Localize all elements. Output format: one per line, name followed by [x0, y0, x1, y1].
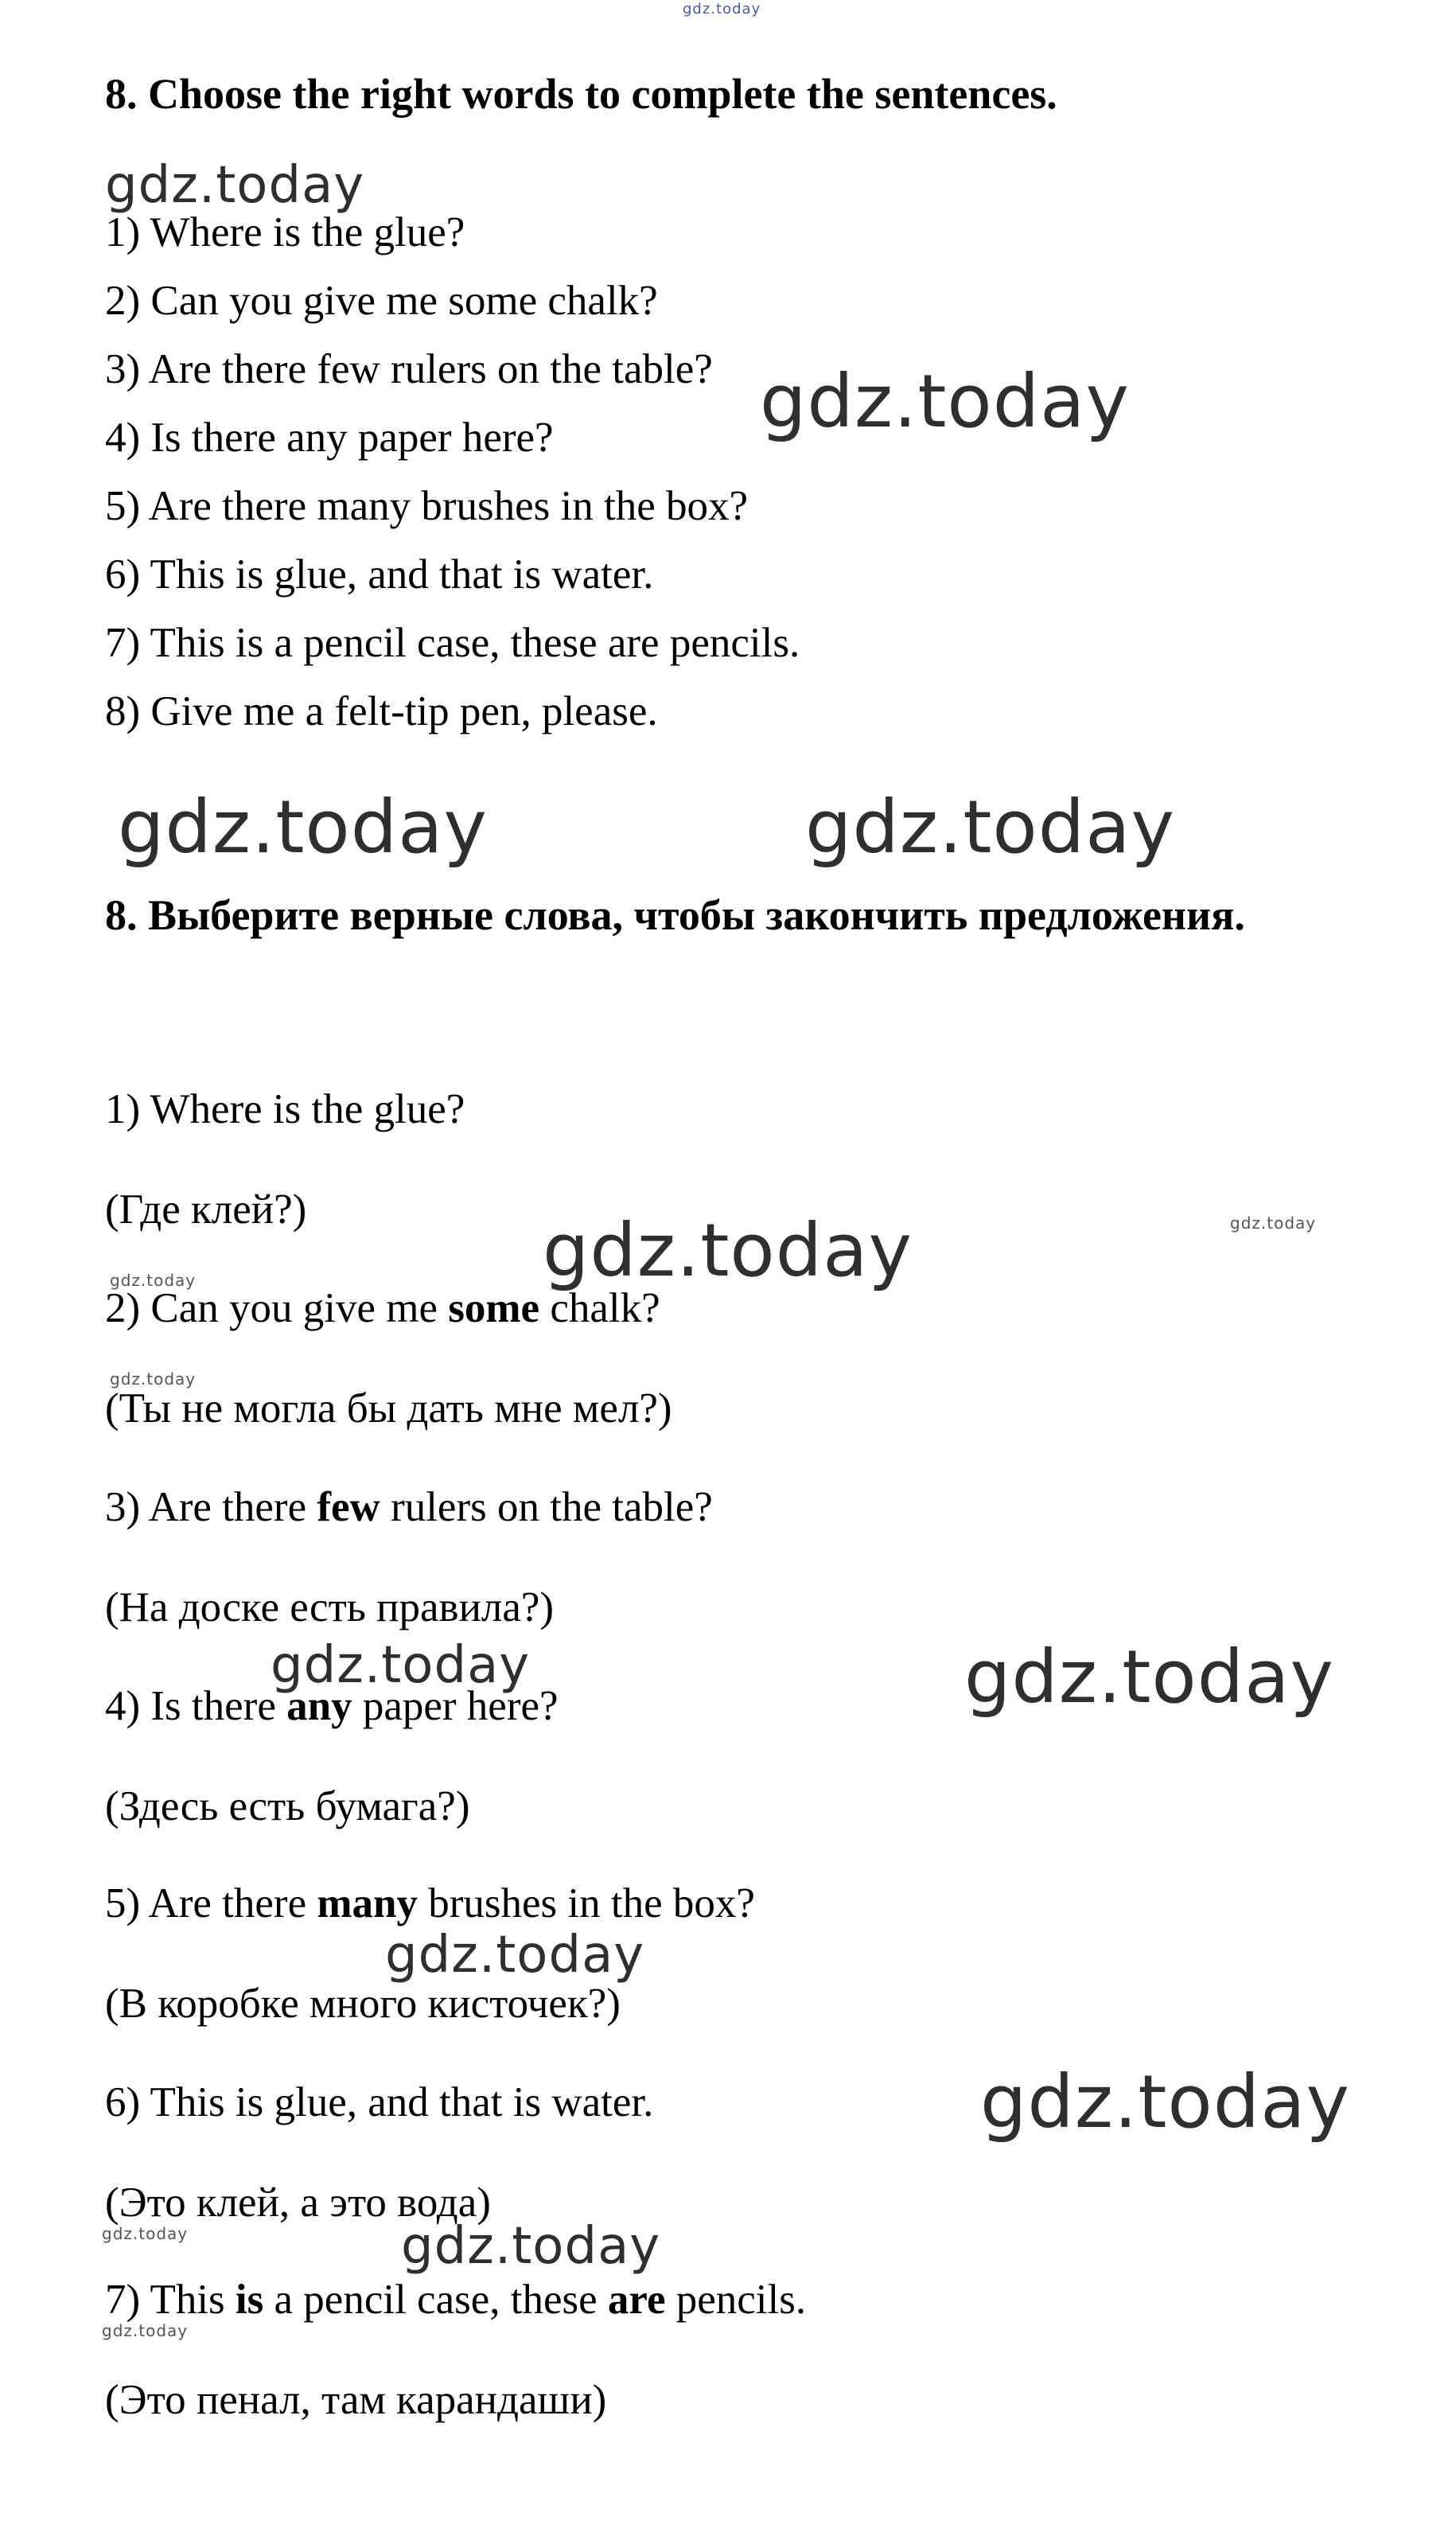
watermark: gdz.today	[805, 785, 1175, 870]
watermark: gdz.today	[401, 2217, 661, 2276]
english-item-2: 2) Can you give me some chalk?	[105, 278, 658, 324]
watermark: gdz.today	[271, 1636, 531, 1695]
english-heading: 8. Choose the right words to complete the sentences.	[105, 70, 1057, 118]
watermark: gdz.today	[118, 785, 488, 870]
translation-6: (Это клей, а это вода)	[105, 2180, 491, 2226]
answer-2: 2) Can you give me some chalk?	[105, 1285, 660, 1331]
answer-keyword: some	[448, 1285, 540, 1331]
answer-keyword: any	[286, 1683, 352, 1729]
answer-6: 6) This is glue, and that is water.	[105, 2079, 654, 2125]
answer-1: 1) Where is the glue?	[105, 1086, 465, 1132]
answer-keyword: few	[317, 1484, 380, 1530]
translation-3: (На доске есть правила?)	[105, 1584, 555, 1630]
answer-4: 4) Is there any paper here?	[105, 1683, 559, 1729]
english-item-1: 1) Where is the glue?	[105, 209, 465, 255]
english-item-7: 7) This is a pencil case, these are pencils.	[105, 620, 800, 666]
english-item-8: 8) Give me a felt-tip pen, please.	[105, 688, 658, 734]
answer-keyword: is	[235, 2277, 264, 2323]
translation-7: (Это пенал, там карандаши)	[105, 2377, 607, 2423]
watermark: gdz.today	[683, 1, 761, 18]
watermark: gdz.today	[105, 156, 365, 215]
watermark: gdz.today	[102, 2321, 189, 2340]
watermark: gdz.today	[1230, 1213, 1317, 1233]
watermark: gdz.today	[110, 1271, 197, 1290]
answer-7: 7) This is a pencil case, these are pencils.	[105, 2277, 807, 2323]
translation-2: (Ты не могла бы дать мне мел?)	[105, 1385, 672, 1432]
watermark: gdz.today	[964, 1634, 1334, 1720]
answer-keyword: are	[607, 2277, 666, 2323]
watermark: gdz.today	[385, 1926, 645, 1985]
watermark: gdz.today	[760, 359, 1130, 444]
watermark: gdz.today	[102, 2224, 189, 2243]
answer-5: 5) Are there many brushes in the box?	[105, 1880, 755, 1926]
english-item-3: 3) Are there few rulers on the table?	[105, 346, 713, 392]
translation-4: (Здесь есть бумага?)	[105, 1783, 470, 1829]
watermark: gdz.today	[110, 1369, 197, 1389]
english-item-4: 4) Is there any paper here?	[105, 415, 554, 461]
translation-5: (В коробке много кисточек?)	[105, 1981, 621, 2027]
watermark: gdz.today	[980, 2059, 1350, 2144]
answer-3: 3) Are there few rulers on the table?	[105, 1484, 713, 1530]
translation-1: (Где клей?)	[105, 1186, 307, 1233]
answer-keyword: many	[317, 1880, 418, 1926]
english-item-6: 6) This is glue, and that is water.	[105, 551, 654, 598]
watermark: gdz.today	[543, 1208, 913, 1293]
english-item-5: 5) Are there many brushes in the box?	[105, 483, 749, 529]
russian-heading: 8. Выберите верные слова, чтобы закончить предложения.	[105, 891, 1245, 939]
